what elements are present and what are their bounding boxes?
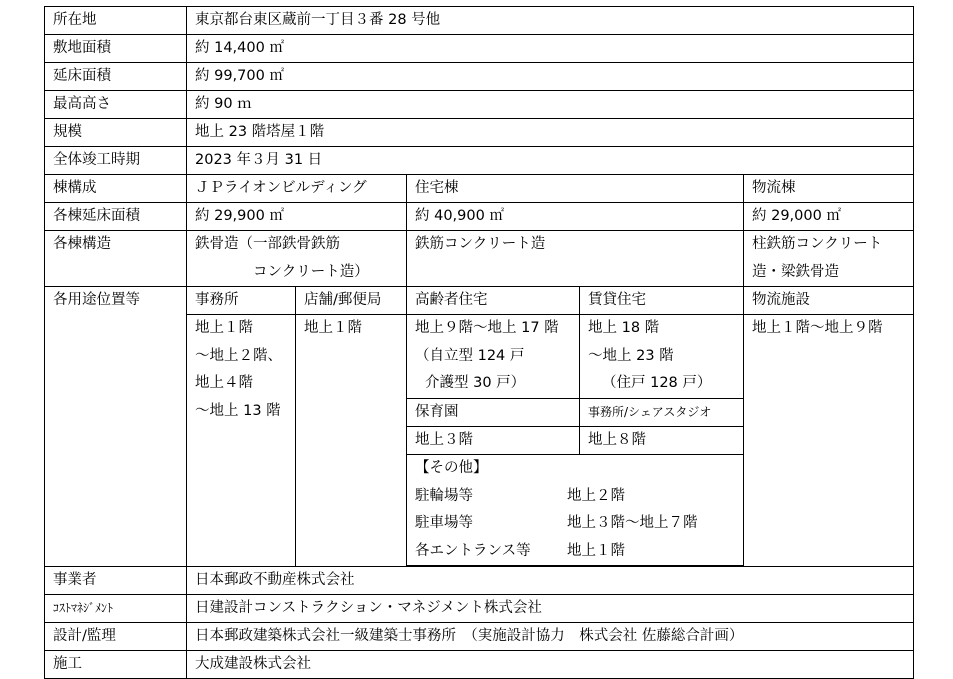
use-shop-floors — [296, 315, 407, 567]
use-rental-floors — [580, 315, 744, 399]
row-total-floor-area — [45, 63, 914, 91]
uses-label: 各用途位置等 — [45, 287, 187, 567]
scale-value: 地上 23 階塔屋１階 — [187, 119, 914, 147]
use-nursery-header: 保育園 — [407, 398, 580, 426]
list-item — [415, 483, 735, 511]
use-rental-line: 地上 18 階 — [588, 320, 660, 337]
use-logistics-floors — [744, 315, 914, 567]
completion-value: 2023 年３月 31 日 — [187, 147, 914, 175]
misc-item-floor: 地上２階 — [567, 487, 625, 504]
misc-item-name: 各エントランス等 — [415, 542, 531, 559]
use-office-share-header: 事務所/シェアスタジオ — [580, 398, 744, 426]
structure-logistics-line1: 柱鉄筋コンクリート — [752, 236, 883, 252]
row-structures — [45, 231, 914, 287]
building-logistics: 物流棟 — [744, 175, 914, 203]
use-office-line: ～地上２階、 — [195, 347, 282, 364]
floor-area-logistics: 約 29,000 ㎡ — [744, 203, 914, 231]
use-nursery-floor: 地上３階 — [407, 426, 580, 454]
max-height-value: 約 90 ｍ — [187, 91, 914, 119]
operator-label: 事業者 — [45, 567, 187, 595]
completion-label: 全体竣工時期 — [45, 147, 187, 175]
project-spec-table — [44, 6, 914, 679]
site-area-label: 敷地面積 — [45, 35, 187, 63]
structures-label: 各棟構造 — [45, 231, 187, 287]
structure-office — [187, 231, 407, 287]
structure-office-line1: 鉄骨造（一部鉄骨鉄筋 — [195, 236, 340, 252]
building-office: ＪＰライオンビルディング — [187, 175, 407, 203]
row-site-area — [45, 35, 914, 63]
row-design — [45, 623, 914, 651]
max-height-label: 最高高さ — [45, 91, 187, 119]
design-label: 設計/監理 — [45, 623, 187, 651]
use-rental-header: 賃貸住宅 — [580, 287, 744, 315]
row-buildings — [45, 175, 914, 203]
structure-logistics-line2: 造・梁鉄骨造 — [752, 263, 839, 280]
use-elderly-line: 介護型 30 戸） — [425, 375, 526, 392]
use-misc-header: 【その他】 — [415, 459, 488, 476]
row-max-height — [45, 91, 914, 119]
use-shop-header: 店舗/郵便局 — [296, 287, 407, 315]
use-misc — [407, 454, 744, 565]
use-office-header: 事務所 — [187, 287, 296, 315]
building-residential: 住宅棟 — [407, 175, 744, 203]
use-shop-line: 地上１階 — [304, 320, 362, 337]
structure-logistics — [744, 231, 914, 287]
floor-area-residential: 約 40,900 ㎡ — [407, 203, 744, 231]
misc-item-floor: 地上１階 — [567, 542, 625, 559]
use-logistics-header: 物流施設 — [744, 287, 914, 315]
use-elderly-header: 高齢者住宅 — [407, 287, 580, 315]
row-uses-header — [45, 287, 914, 315]
location-value: 東京都台東区蔵前一丁目３番 28 号他 — [187, 7, 914, 35]
row-cost-management — [45, 595, 914, 623]
location-label: 所在地 — [45, 7, 187, 35]
use-logistics-line: 地上１階～地上９階 — [752, 320, 883, 337]
floor-areas-label: 各棟延床面積 — [45, 203, 187, 231]
floor-area-office: 約 29,900 ㎡ — [187, 203, 407, 231]
structure-residential: 鉄筋コンクリート造 — [407, 231, 744, 287]
misc-item-floor: 地上３階～地上７階 — [567, 515, 698, 532]
use-rental-line: ～地上 23 階 — [588, 347, 674, 364]
construction-label: 施工 — [45, 651, 187, 679]
use-rental-line: （住戸 128 戸） — [602, 375, 712, 392]
use-elderly-floors — [407, 315, 580, 399]
use-office-line: 地上１階 — [195, 320, 253, 337]
cost-management-label: ｺｽﾄﾏﾈｼﾞﾒﾝﾄ — [45, 595, 187, 623]
row-scale — [45, 119, 914, 147]
use-office-floors — [187, 315, 296, 567]
row-construction — [45, 651, 914, 679]
scale-label: 規模 — [45, 119, 187, 147]
structure-office-line2: コンクリート造） — [253, 263, 369, 280]
row-operator — [45, 567, 914, 595]
total-floor-area-label: 延床面積 — [45, 63, 187, 91]
total-floor-area-value: 約 99,700 ㎡ — [187, 63, 914, 91]
misc-item-name: 駐輪場等 — [415, 487, 473, 504]
site-area-value: 約 14,400 ㎡ — [187, 35, 914, 63]
design-value: 日本郵政建築株式会社一級建築士事務所 （実施設計協力 株式会社 佐藤総合計画） — [187, 623, 914, 651]
buildings-label: 棟構成 — [45, 175, 187, 203]
row-floor-areas — [45, 203, 914, 231]
construction-value: 大成建設株式会社 — [187, 651, 914, 679]
use-office-share-floor: 地上８階 — [580, 426, 744, 454]
list-item — [415, 538, 735, 566]
cost-management-value: 日建設計コンストラクション・マネジメント株式会社 — [187, 595, 914, 623]
use-elderly-line: （自立型 124 戸 — [415, 347, 525, 364]
use-elderly-line: 地上９階～地上 17 階 — [415, 320, 559, 337]
row-location — [45, 7, 914, 35]
list-item — [415, 510, 735, 538]
use-office-line: ～地上 13 階 — [195, 402, 281, 419]
row-completion — [45, 147, 914, 175]
use-office-line: 地上４階 — [195, 375, 253, 392]
misc-item-name: 駐車場等 — [415, 515, 473, 532]
operator-value: 日本郵政不動産株式会社 — [187, 567, 914, 595]
